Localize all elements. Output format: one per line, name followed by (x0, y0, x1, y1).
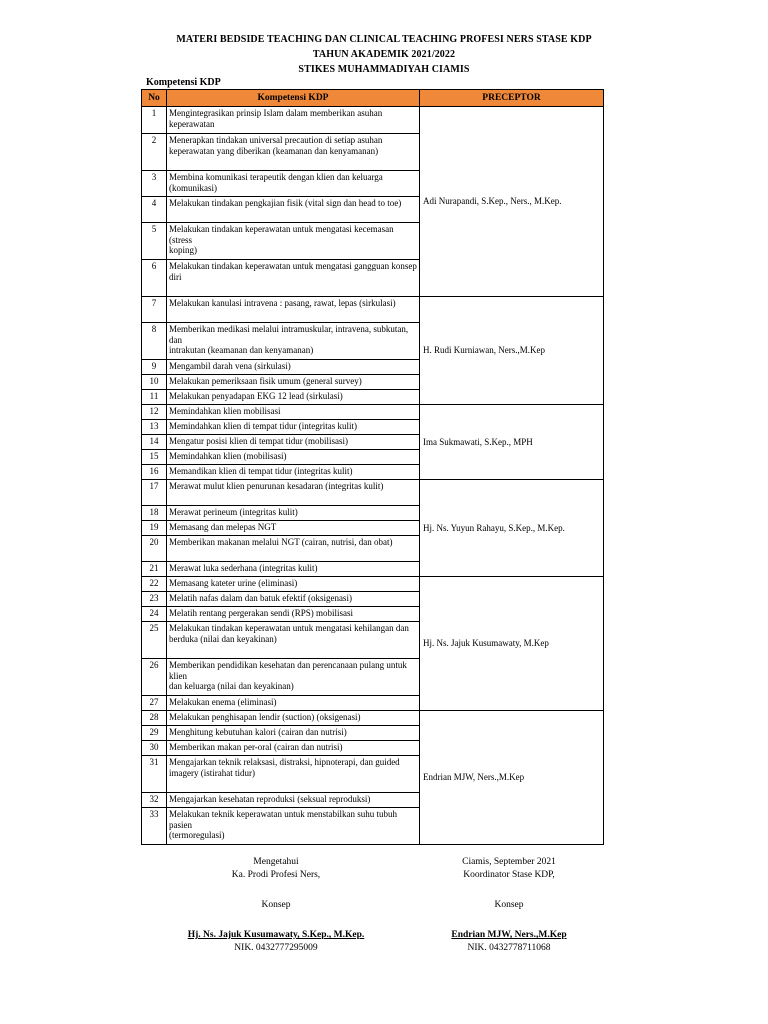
row-number: 9 (142, 360, 167, 375)
competency-text: Melatih nafas dalam dan batuk efektif (oksigenasi) (167, 592, 420, 607)
signature-right-line1: Ciamis, September 2021 (462, 857, 556, 867)
row-number: 27 (142, 696, 167, 711)
competency-text: Memberikan makan per-oral (cairan dan nutrisi) (167, 741, 420, 756)
row-number: 21 (142, 562, 167, 577)
title-line-1: MATERI BEDSIDE TEACHING DAN CLINICAL TEACHING PROFESI NERS STASE KDP (176, 34, 592, 45)
table-row (142, 480, 604, 506)
header-kompetensi: Kompetensi KDP (167, 90, 420, 107)
signature-left-name: Hj. Ns. Jajuk Kusumawaty, S.Kep., M.Kep. (187, 930, 365, 940)
competency-text: Mengintegrasikan prinsip Islam dalam memberikan asuhan keperawatan (167, 107, 420, 134)
competency-text: Melakukan pemeriksaan fisik umum (general survey) (167, 375, 420, 390)
row-number: 5 (142, 223, 167, 260)
competency-text: Memindahkan klien di tempat tidur (integritas kulit) (167, 420, 420, 435)
row-number: 32 (142, 793, 167, 808)
row-number: 30 (142, 741, 167, 756)
competency-text: Memberikan medikasi melalui intramuskular, intravena, subkutan, dan intrakutan (keamanan dan kenyamanan) (167, 323, 420, 360)
row-number: 23 (142, 592, 167, 607)
competency-text: Melakukan tindakan keperawatan untuk mengatasi kecemasan (stress koping) (167, 223, 420, 260)
competency-text: Memindahkan klien (mobilisasi) (167, 450, 420, 465)
competency-text: Melakukan kanulasi intravena : pasang, rawat, lepas (sirkulasi) (167, 297, 420, 323)
row-number: 6 (142, 260, 167, 297)
competency-table (141, 89, 604, 845)
row-number: 22 (142, 577, 167, 592)
title-line-3: STIKES MUHAMMADIYAH CIAMIS (298, 64, 470, 75)
competency-text: Merawat luka sederhana (integritas kulit) (167, 562, 420, 577)
competency-text: Melatih rentang pergerakan sendi (RPS) mobilisasi (167, 607, 420, 622)
row-number: 29 (142, 726, 167, 741)
row-number: 20 (142, 536, 167, 562)
competency-text: Memberikan pendidikan kesehatan dan perencanaan pulang untuk klien dan keluarga (nilai dan keyakinan) (167, 659, 420, 696)
row-number: 15 (142, 450, 167, 465)
row-number: 7 (142, 297, 167, 323)
signature-left-line1: Mengetahui (253, 857, 299, 867)
table-row (142, 405, 604, 420)
preceptor-name: Ima Sukmawati, S.Kep., MPH (420, 405, 604, 480)
competency-text: Memindahkan klien mobilisasi (167, 405, 420, 420)
row-number: 33 (142, 808, 167, 845)
row-number: 17 (142, 480, 167, 506)
row-number: 10 (142, 375, 167, 390)
preceptor-name: Endrian MJW, Ners.,M.Kep (420, 711, 604, 845)
row-number: 26 (142, 659, 167, 696)
table-row (142, 711, 604, 726)
preceptor-name: H. Rudi Kurniawan, Ners.,M.Kep (420, 297, 604, 405)
competency-text: Membina komunikasi terapeutik dengan klien dan keluarga (komunikasi) (167, 171, 420, 197)
row-number: 14 (142, 435, 167, 450)
signature-right (389, 856, 629, 955)
competency-text: Melakukan penghisapan lendir (suction) (oksigenasi) (167, 711, 420, 726)
competency-text: Melakukan teknik keperawatan untuk menstabilkan suhu tubuh pasien (termoregulasi) (167, 808, 420, 845)
row-number: 24 (142, 607, 167, 622)
title-line-2: TAHUN AKADEMIK 2021/2022 (312, 49, 456, 60)
competency-text: Mengajarkan kesehatan reproduksi (seksual reproduksi) (167, 793, 420, 808)
row-number: 16 (142, 465, 167, 480)
signature-right-name: Endrian MJW, Ners.,M.Kep (451, 930, 567, 940)
table-row (142, 297, 604, 323)
row-number: 13 (142, 420, 167, 435)
row-number: 18 (142, 506, 167, 521)
signature-right-line2: Koordinator Stase KDP, (463, 870, 555, 880)
row-number: 1 (142, 107, 167, 134)
competency-text: Melakukan enema (eliminasi) (167, 696, 420, 711)
table-row (142, 577, 604, 592)
competency-text: Merawat perineum (integritas kulit) (167, 506, 420, 521)
competency-text: Melakukan tindakan keperawatan untuk mengatasi kehilangan dan berduka (nilai dan keyakinan) (167, 622, 420, 659)
competency-text: Menghitung kebutuhan kalori (cairan dan nutrisi) (167, 726, 420, 741)
row-number: 3 (142, 171, 167, 197)
signature-left (156, 856, 396, 955)
competency-text: Mengatur posisi klien di tempat tidur (mobilisasi) (167, 435, 420, 450)
header-preceptor: PRECEPTOR (420, 90, 604, 107)
table-body (142, 107, 604, 845)
row-number: 4 (142, 197, 167, 223)
document-title (0, 32, 768, 77)
competency-text: Memandikan klien di tempat tidur (integritas kulit) (167, 465, 420, 480)
competency-text: Menerapkan tindakan universal precaution di setiap asuhan keperawatan yang diberikan (keamanan dan kenyamanan) (167, 134, 420, 171)
competency-text: Memasang kateter urine (eliminasi) (167, 577, 420, 592)
signature-left-status: Konsep (261, 900, 291, 910)
row-number: 28 (142, 711, 167, 726)
preceptor-name: Adi Nurapandi, S.Kep., Ners., M.Kep. (420, 107, 604, 297)
preceptor-name: Hj. Ns. Yuyun Rahayu, S.Kep., M.Kep. (420, 480, 604, 577)
row-number: 25 (142, 622, 167, 659)
signature-left-line2: Ka. Prodi Profesi Ners, (231, 870, 321, 880)
competency-text: Mengajarkan teknik relaksasi, distraksi, hipnoterapi, dan guided imagery (istirahat tidur) (167, 756, 420, 793)
row-number: 31 (142, 756, 167, 793)
competency-text: Memasang dan melepas NGT (167, 521, 420, 536)
table-row (142, 107, 604, 134)
row-number: 12 (142, 405, 167, 420)
competency-text: Melakukan tindakan pengkajian fisik (vital sign dan head to toe) (167, 197, 420, 223)
signature-right-status: Konsep (494, 900, 524, 910)
header-no: No (142, 90, 167, 107)
section-label: Kompetensi KDP (146, 77, 221, 88)
competency-text: Memberikan makanan melalui NGT (cairan, nutrisi, dan obat) (167, 536, 420, 562)
competency-text: Melakukan penyadapan EKG 12 lead (sirkulasi) (167, 390, 420, 405)
row-number: 8 (142, 323, 167, 360)
preceptor-name: Hj. Ns. Jajuk Kusumawaty, M.Kep (420, 577, 604, 711)
competency-text: Merawat mulut klien penurunan kesadaran (integritas kulit) (167, 480, 420, 506)
competency-text: Mengambil darah vena (sirkulasi) (167, 360, 420, 375)
signature-right-nik: NIK. 0432778711068 (467, 943, 551, 953)
row-number: 2 (142, 134, 167, 171)
row-number: 19 (142, 521, 167, 536)
row-number: 11 (142, 390, 167, 405)
competency-text: Melakukan tindakan keperawatan untuk mengatasi gangguan konsep diri (167, 260, 420, 297)
table-header-row (142, 90, 604, 107)
signature-left-nik: NIK. 0432777295009 (234, 943, 318, 953)
